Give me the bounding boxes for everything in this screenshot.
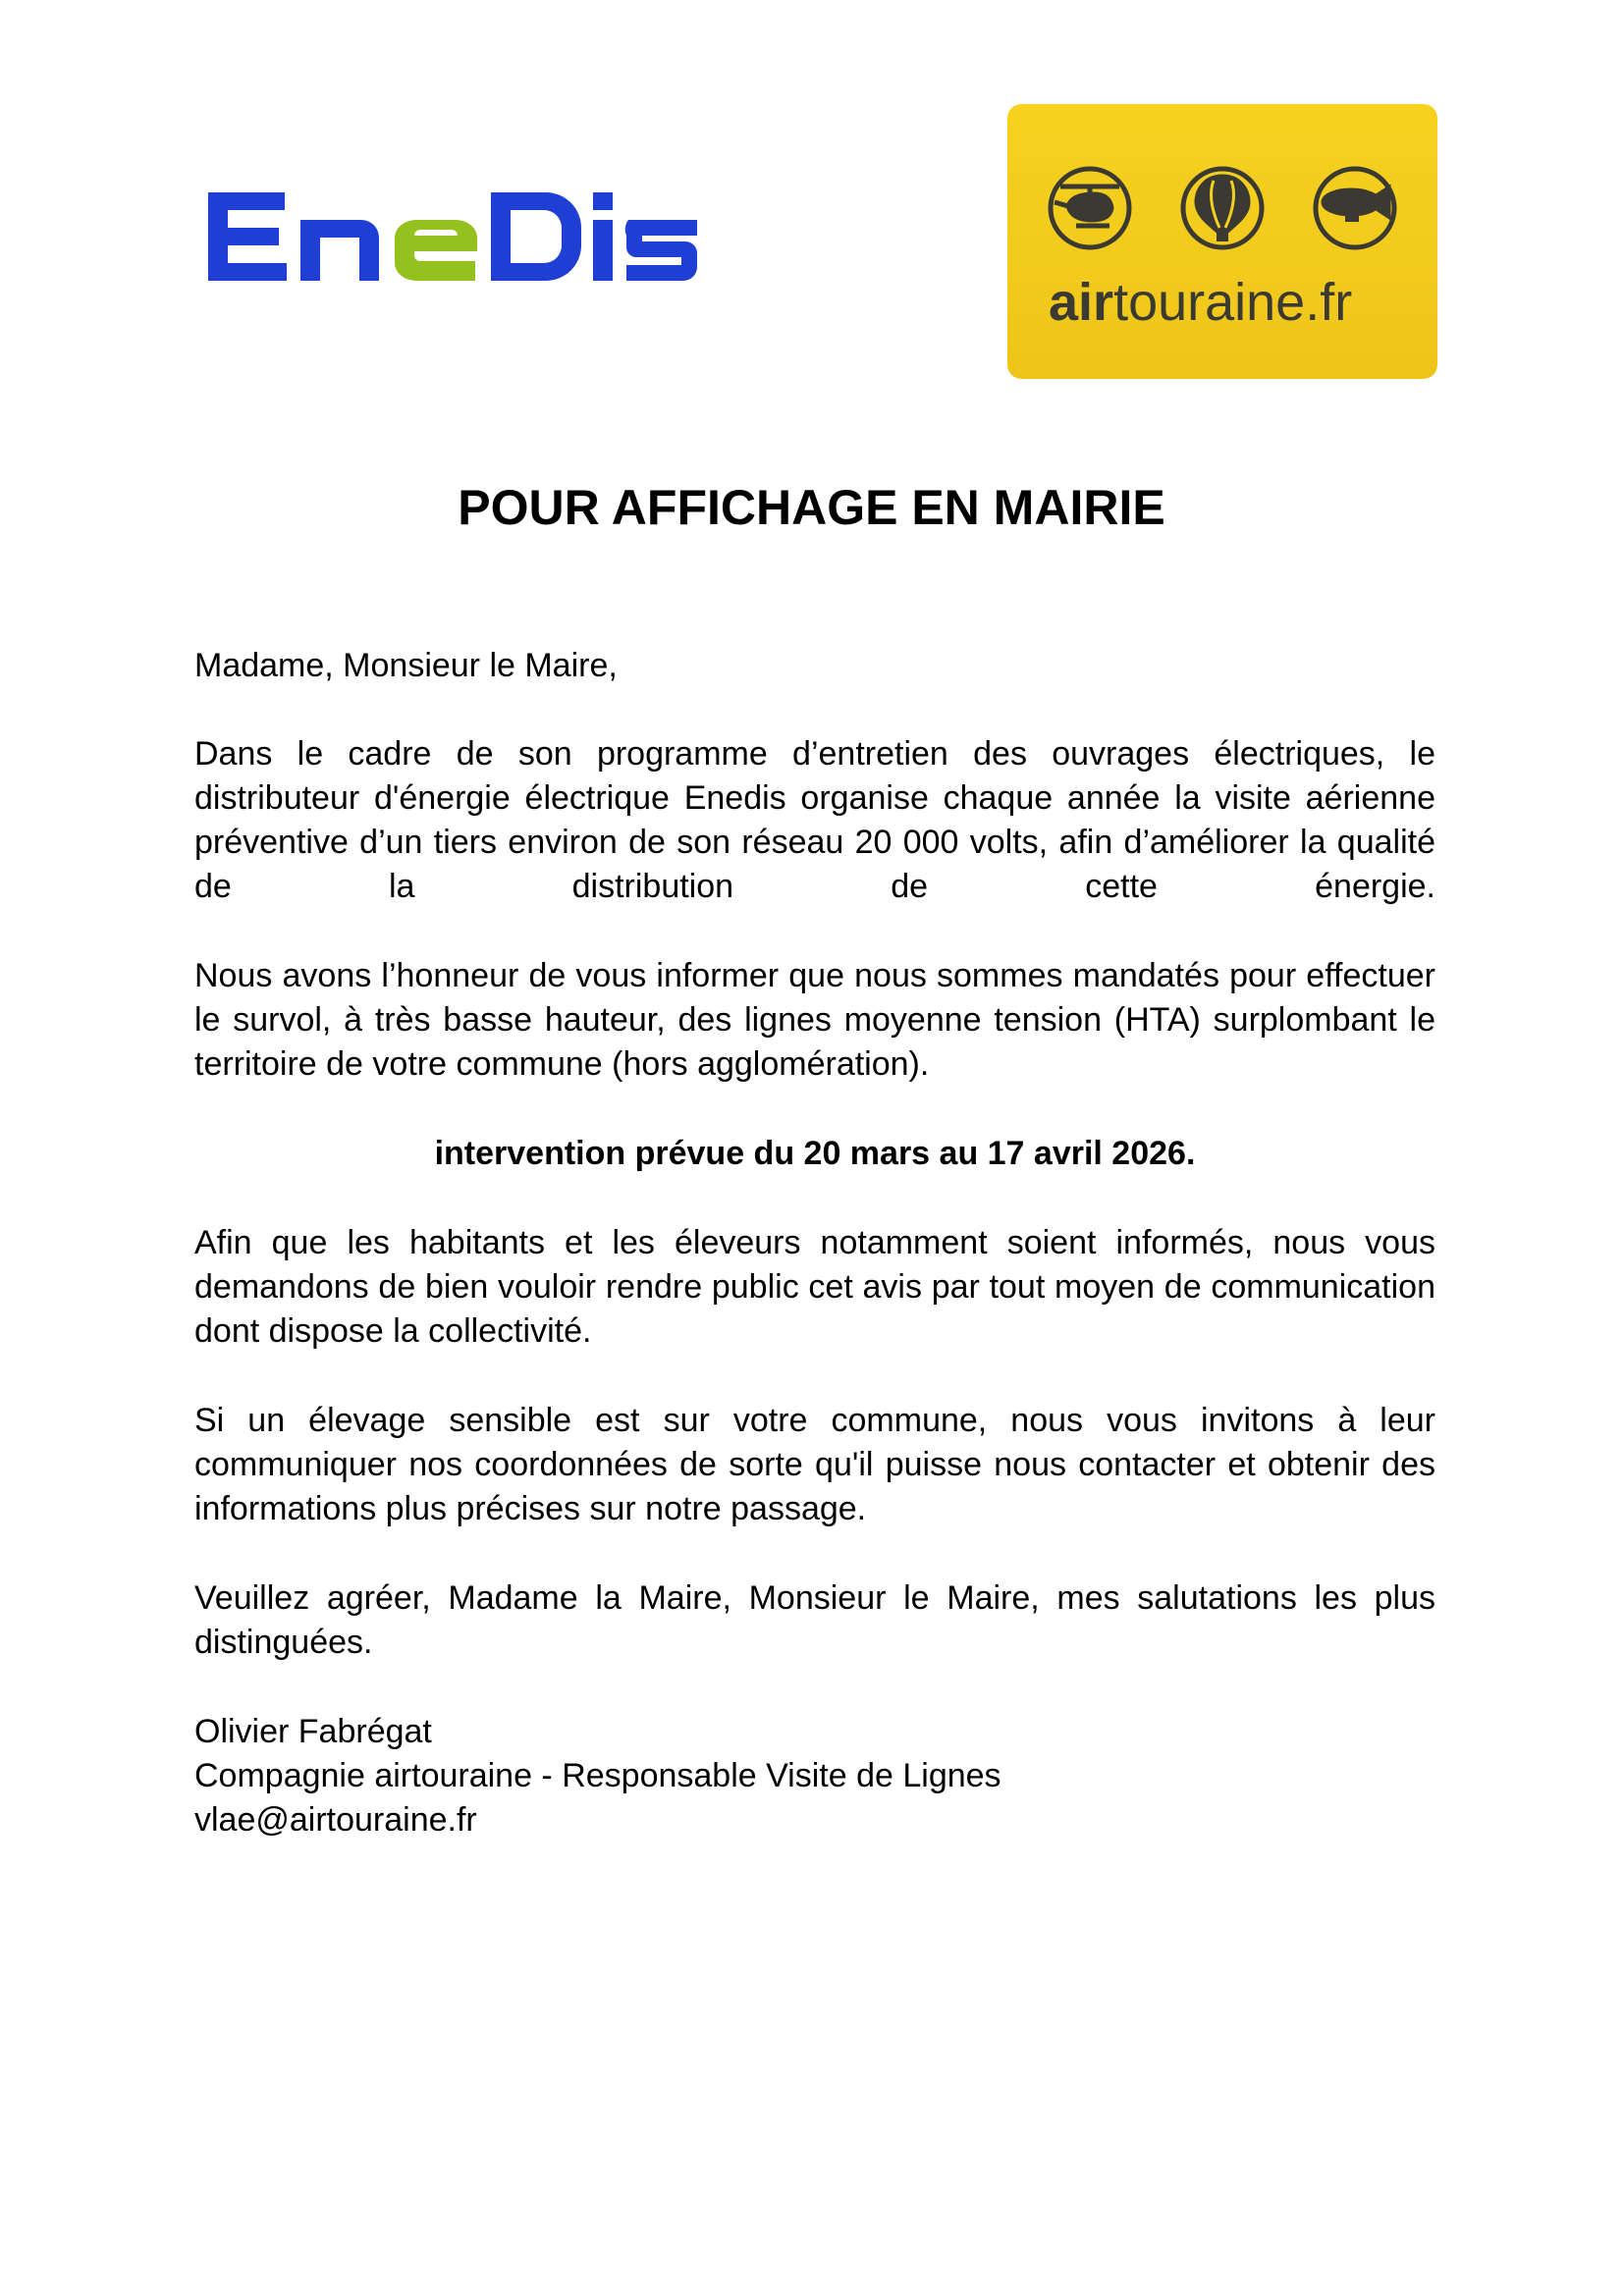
paragraph-publicity: Afin que les habitants et les éleveurs notamment soient informés, nous vous demandons de bien vouloir rendre public cet avis par tout moyen de communication dont dispose la collectivité. (194, 1224, 1435, 1350)
letter-body (194, 644, 1435, 1842)
salutation: Madame, Monsieur le Maire, (194, 647, 618, 684)
signature-name: Olivier Fabrégat (194, 1713, 432, 1750)
paragraph-program: Dans le cadre de son programme d’entretien des ouvrages électriques, le distributeur d'énergie électrique Enedis organise chaque année la visite aérienne préventive d’un tiers environ de son réseau 20 000 volts, afin d’améliorer la qualité de la distribution de cette énergie. (194, 735, 1435, 905)
paragraph-mandate: Nous avons l’honneur de vous informer que nous sommes mandatés pour effectuer le survol, à très basse hauteur, des lignes moyenne tension (HTA) surplombant le territoire de votre commune (hors agglomération). (194, 957, 1435, 1083)
signature-block (194, 1710, 1435, 1842)
signature-email: vlae@airtouraine.fr (194, 1801, 477, 1839)
paragraph-livestock: Si un élevage sensible est sur votre commune, nous vous invitons à leur communiquer nos coordonnées de sorte qu'il puisse nous contacter et obtenir des informations plus précises sur notre passage. (194, 1402, 1435, 1527)
closing-formula: Veuillez agréer, Madame la Maire, Monsieur le Maire, mes salutations les plus distinguées. (194, 1579, 1435, 1661)
svg-text:airtouraine.fr (1049, 273, 1352, 332)
page-title: POUR AFFICHAGE EN MAIRIE (458, 480, 1165, 535)
intervention-dates: intervention prévue du 20 mars au 17 avril 2026. (434, 1135, 1196, 1172)
airtouraine-text-light: touraine.fr (1113, 273, 1353, 332)
airtouraine-text-bold: air (1049, 273, 1114, 332)
signature-role: Compagnie airtouraine - Responsable Visite de Lignes (194, 1757, 1001, 1794)
enedis-logo (208, 183, 709, 291)
airtouraine-logo (1007, 104, 1437, 379)
